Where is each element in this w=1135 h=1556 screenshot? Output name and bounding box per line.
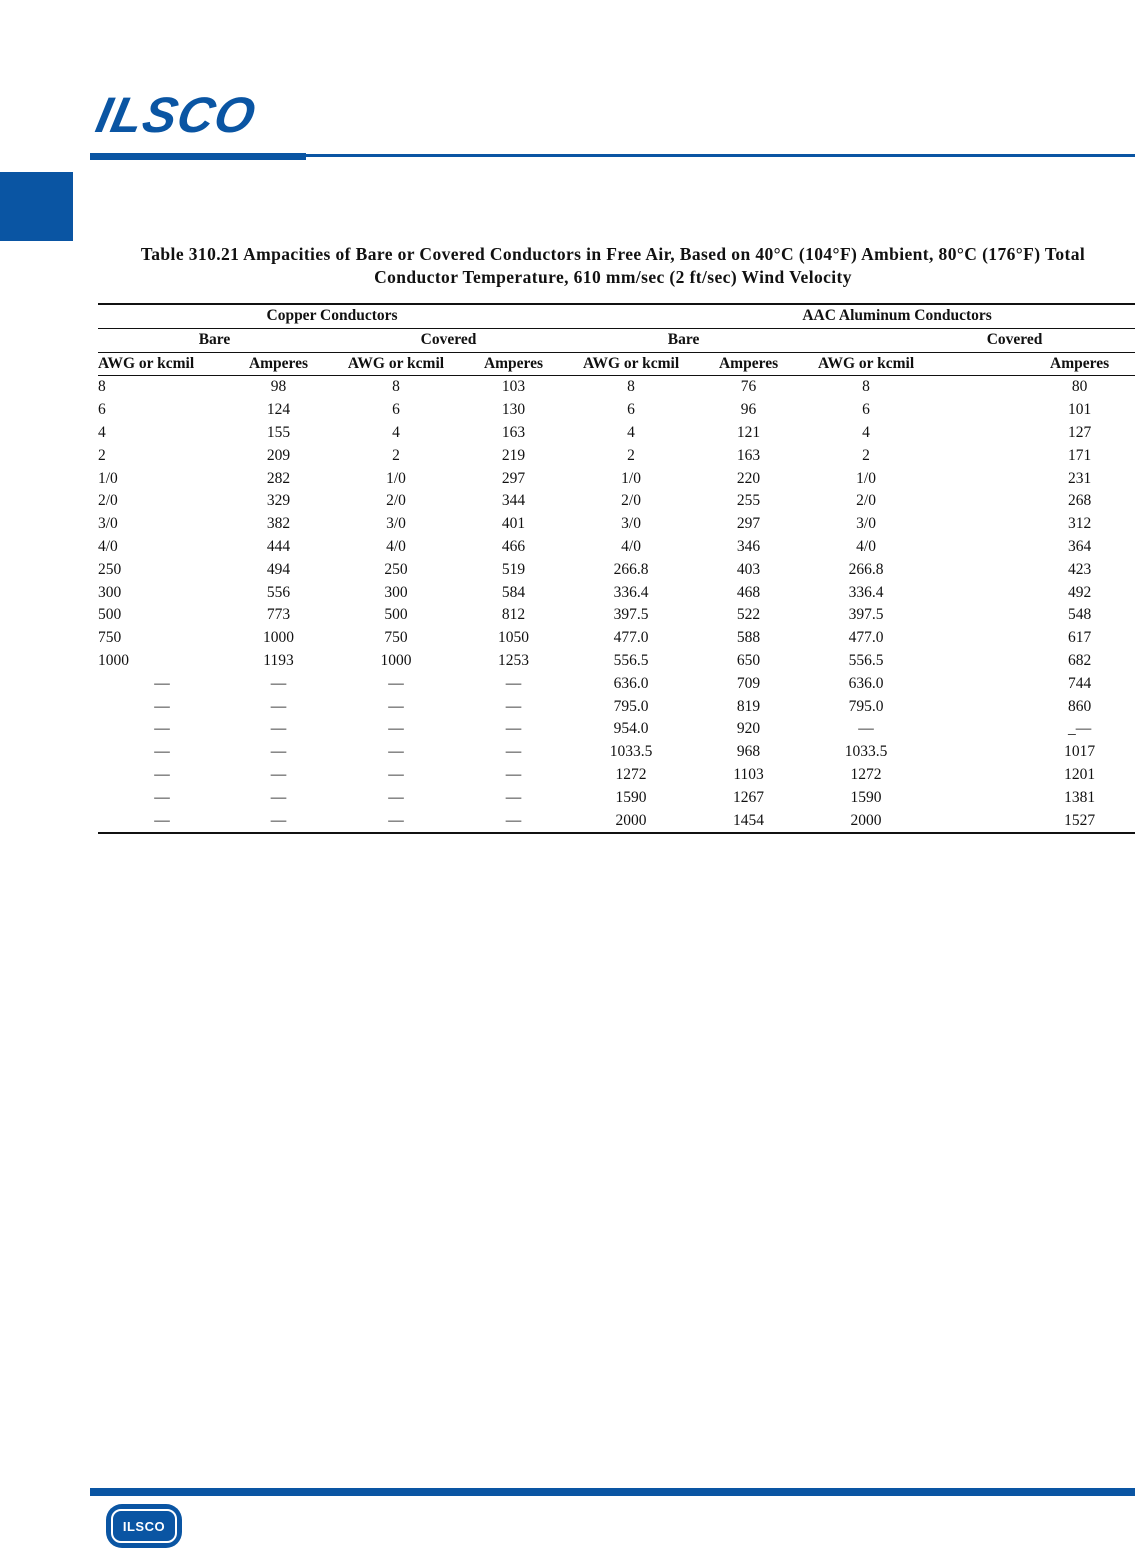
table-cell: 709 bbox=[736, 674, 761, 692]
table-row bbox=[98, 650, 1135, 673]
table-cell: 8 bbox=[98, 378, 106, 396]
footer-rule bbox=[90, 1488, 1135, 1496]
table-cell: 268 bbox=[1067, 492, 1092, 510]
table-cell: 584 bbox=[501, 583, 526, 601]
table-cell: 4/0 bbox=[386, 537, 406, 555]
table-cell: — bbox=[154, 743, 170, 761]
table-cell: 282 bbox=[266, 469, 291, 487]
table-cell: 1272 bbox=[615, 765, 647, 783]
table-cell: — bbox=[505, 720, 522, 738]
table-cell: 163 bbox=[736, 446, 761, 464]
table-cell: 1103 bbox=[733, 765, 764, 783]
ilsco-footer-badge-text: ILSCO bbox=[111, 1509, 177, 1543]
table-cell: _— bbox=[1067, 720, 1092, 738]
table-cell: 124 bbox=[266, 401, 291, 419]
table-cell: 2/0 bbox=[621, 492, 641, 510]
table-cell: — bbox=[505, 743, 522, 761]
table-cell: 127 bbox=[1067, 423, 1092, 441]
table-cell: 300 bbox=[98, 583, 122, 601]
table-cell: — bbox=[154, 765, 170, 783]
table-cell: 6 bbox=[862, 401, 870, 419]
table-cell: 1590 bbox=[615, 788, 647, 806]
table-cell: 2000 bbox=[850, 811, 882, 829]
table-row bbox=[98, 536, 1135, 559]
table-cell: 1000 bbox=[263, 629, 294, 647]
table-cell: 1000 bbox=[380, 651, 412, 669]
table-cell: 2 bbox=[392, 446, 400, 464]
table-cell: 6 bbox=[627, 401, 635, 419]
table-cell: 617 bbox=[1067, 629, 1092, 647]
table-cell: — bbox=[388, 697, 404, 715]
table-cell: 401 bbox=[501, 515, 526, 533]
table-cell: 812 bbox=[501, 606, 526, 624]
table-cell: 266.8 bbox=[848, 560, 884, 578]
column-header: Amperes bbox=[696, 352, 801, 376]
table-cell: 500 bbox=[98, 606, 122, 624]
subgroup-header-aluminum-covered: Covered bbox=[801, 328, 1135, 352]
table-cell: 1033.5 bbox=[609, 743, 653, 761]
table-cell: 4/0 bbox=[621, 537, 641, 555]
table-row bbox=[98, 490, 1135, 513]
table-cell: 1381 bbox=[1064, 788, 1096, 806]
table-cell: 397.5 bbox=[613, 606, 649, 624]
column-header: AWG or kcmil bbox=[566, 352, 696, 376]
table-row bbox=[98, 696, 1135, 719]
table-cell: 1272 bbox=[850, 765, 882, 783]
table-cell: — bbox=[270, 674, 287, 692]
column-header: AWG or kcmil bbox=[801, 352, 931, 376]
table-cell: 466 bbox=[501, 537, 526, 555]
table-cell: 1/0 bbox=[386, 469, 406, 487]
table-cell: 8 bbox=[392, 378, 400, 396]
table-cell: 2 bbox=[862, 446, 870, 464]
table-cell: 382 bbox=[266, 515, 291, 533]
table-cell: 300 bbox=[384, 583, 408, 601]
table-cell: 1033.5 bbox=[844, 743, 888, 761]
table-row bbox=[98, 787, 1135, 810]
table-cell: 6 bbox=[98, 401, 106, 419]
table-cell: — bbox=[388, 765, 404, 783]
table-cell: 76 bbox=[740, 378, 757, 396]
table-cell: — bbox=[858, 720, 874, 738]
ampacity-table bbox=[98, 303, 1135, 834]
table-cell: 121 bbox=[736, 423, 761, 441]
table-cell: 344 bbox=[501, 492, 526, 510]
table-cell: 3/0 bbox=[386, 515, 406, 533]
table-cell: 1/0 bbox=[621, 469, 641, 487]
table-cell: 1050 bbox=[498, 629, 530, 647]
table-cell: 860 bbox=[1067, 697, 1092, 715]
table-row bbox=[98, 718, 1135, 741]
table-cell: 423 bbox=[1067, 560, 1092, 578]
table-cell: 954.0 bbox=[613, 720, 649, 738]
table-cell: 1201 bbox=[1064, 765, 1096, 783]
table-cell: 2/0 bbox=[856, 492, 876, 510]
table-cell: 1454 bbox=[733, 811, 765, 829]
table-cell: 364 bbox=[1067, 537, 1092, 555]
table-row bbox=[98, 582, 1135, 605]
column-header-row bbox=[98, 352, 1135, 376]
table-title-line-2: Conductor Temperature, 610 mm/sec (2 ft/sec) Wind Velocity bbox=[374, 267, 852, 287]
table-cell: — bbox=[270, 788, 287, 806]
table-cell: 297 bbox=[736, 515, 761, 533]
ilsco-logo: ILSCO bbox=[91, 87, 262, 143]
table-cell: 297 bbox=[501, 469, 526, 487]
table-cell: 4 bbox=[98, 423, 106, 441]
table-row bbox=[98, 559, 1135, 582]
table-cell: 2000 bbox=[615, 811, 647, 829]
table-cell: 4/0 bbox=[856, 537, 876, 555]
table-cell: — bbox=[388, 720, 404, 738]
table-row bbox=[98, 513, 1135, 536]
table-cell: 819 bbox=[736, 697, 761, 715]
table-cell: 96 bbox=[740, 401, 757, 419]
table-cell: 1253 bbox=[498, 651, 530, 669]
ilsco-footer-badge bbox=[106, 1504, 182, 1548]
table-cell: 682 bbox=[1067, 651, 1092, 669]
table-title-line-1: Table 310.21 Ampacities of Bare or Covered Conductors in Free Air, Based on 40°C (104°F) Ambient, 80°C (176°F) Total bbox=[140, 244, 1086, 264]
table-row bbox=[98, 399, 1135, 422]
table-cell: 8 bbox=[862, 378, 870, 396]
table-cell: 795.0 bbox=[613, 697, 649, 715]
table-row bbox=[98, 741, 1135, 764]
table-cell: 1000 bbox=[98, 651, 129, 669]
column-header: AWG or kcmil bbox=[331, 352, 461, 376]
table-cell: — bbox=[270, 697, 287, 715]
table-cell: — bbox=[505, 765, 522, 783]
table-cell: — bbox=[270, 811, 287, 829]
table-cell: 773 bbox=[266, 606, 291, 624]
table-cell: 2 bbox=[627, 446, 635, 464]
table-cell: 468 bbox=[736, 583, 761, 601]
table-cell: 220 bbox=[736, 469, 761, 487]
subgroup-header-copper-bare: Bare bbox=[98, 328, 331, 352]
table-cell: 750 bbox=[98, 629, 122, 647]
table-cell: 556.5 bbox=[613, 651, 649, 669]
table-cell: 1/0 bbox=[98, 469, 118, 487]
table-cell: 2/0 bbox=[386, 492, 406, 510]
table-cell: 444 bbox=[266, 537, 291, 555]
table-cell: 650 bbox=[736, 651, 761, 669]
column-header: AWG or kcmil bbox=[98, 352, 226, 376]
table-cell: 346 bbox=[736, 537, 761, 555]
table-cell: 588 bbox=[736, 629, 761, 647]
table-cell: 336.4 bbox=[848, 583, 884, 601]
table-cell: 477.0 bbox=[848, 629, 884, 647]
table-cell: 636.0 bbox=[613, 674, 649, 692]
table-cell: — bbox=[154, 674, 170, 692]
table-cell: 266.8 bbox=[613, 560, 649, 578]
table-cell: — bbox=[505, 811, 522, 829]
table-cell: — bbox=[154, 788, 170, 806]
table-cell: 548 bbox=[1067, 606, 1092, 624]
table-cell: 3/0 bbox=[856, 515, 876, 533]
table-cell: 3/0 bbox=[98, 515, 118, 533]
table-cell: 3/0 bbox=[621, 515, 641, 533]
table-cell: 1/0 bbox=[856, 469, 876, 487]
table-cell: 255 bbox=[736, 492, 761, 510]
table-cell: — bbox=[505, 788, 522, 806]
column-header: Amperes bbox=[226, 352, 331, 376]
table-cell: 2/0 bbox=[98, 492, 118, 510]
table-row bbox=[98, 673, 1135, 696]
table-cell: 968 bbox=[736, 743, 761, 761]
table-title bbox=[98, 243, 1128, 289]
section-tab bbox=[0, 172, 73, 241]
table-cell: 477.0 bbox=[613, 629, 649, 647]
table-cell: 4 bbox=[862, 423, 870, 441]
table-row bbox=[98, 422, 1135, 445]
table-cell: 4 bbox=[392, 423, 400, 441]
table-cell: 750 bbox=[384, 629, 408, 647]
table-cell: 80 bbox=[1071, 378, 1088, 396]
table-cell: — bbox=[270, 720, 287, 738]
table-cell: 103 bbox=[501, 378, 526, 396]
table-cell: — bbox=[388, 811, 404, 829]
table-cell: — bbox=[388, 743, 404, 761]
table-cell: — bbox=[505, 697, 522, 715]
table-cell: 1527 bbox=[1064, 811, 1096, 829]
table-cell: 101 bbox=[1067, 401, 1092, 419]
table-cell: 492 bbox=[1067, 583, 1092, 601]
table-cell: — bbox=[505, 674, 522, 692]
table-row bbox=[98, 376, 1135, 399]
table-cell: — bbox=[270, 765, 287, 783]
table-cell: — bbox=[388, 788, 404, 806]
table-cell: 231 bbox=[1067, 469, 1092, 487]
table-cell: 171 bbox=[1067, 446, 1092, 464]
table-cell: 403 bbox=[736, 560, 761, 578]
table-cell: 1193 bbox=[263, 651, 294, 669]
table-cell: 500 bbox=[384, 606, 408, 624]
table-cell: 4/0 bbox=[98, 537, 118, 555]
column-header: Amperes bbox=[461, 352, 566, 376]
table-cell: 250 bbox=[384, 560, 408, 578]
table-cell: 2 bbox=[98, 446, 106, 464]
table-cell: 130 bbox=[501, 401, 526, 419]
table-row bbox=[98, 445, 1135, 468]
table-cell: 1590 bbox=[850, 788, 882, 806]
header-rule-accent bbox=[90, 153, 306, 160]
table-cell: 522 bbox=[736, 606, 761, 624]
table-cell: 219 bbox=[501, 446, 526, 464]
table-cell: 1017 bbox=[1064, 743, 1096, 761]
table-row bbox=[98, 764, 1135, 787]
table-cell: 329 bbox=[266, 492, 291, 510]
table-cell: 6 bbox=[392, 401, 400, 419]
table-cell: 250 bbox=[98, 560, 122, 578]
table-cell: 556 bbox=[266, 583, 291, 601]
subgroup-header-row bbox=[98, 328, 1135, 352]
table-cell: 920 bbox=[736, 720, 761, 738]
table-cell: — bbox=[154, 697, 170, 715]
table-cell: — bbox=[154, 720, 170, 738]
subgroup-header-copper-covered: Covered bbox=[331, 328, 566, 352]
table-cell: 163 bbox=[501, 423, 526, 441]
table-cell: 556.5 bbox=[848, 651, 884, 669]
table-cell: 312 bbox=[1067, 515, 1092, 533]
group-header-aluminum: AAC Aluminum Conductors bbox=[566, 304, 1135, 328]
table-cell: 1267 bbox=[733, 788, 765, 806]
table-cell: — bbox=[270, 743, 287, 761]
table-cell: 494 bbox=[266, 560, 291, 578]
subgroup-header-aluminum-bare: Bare bbox=[566, 328, 801, 352]
group-header-copper: Copper Conductors bbox=[98, 304, 566, 328]
table-cell: 98 bbox=[270, 378, 287, 396]
table-row bbox=[98, 468, 1135, 491]
column-header: Amperes bbox=[931, 352, 1135, 376]
table-cell: 795.0 bbox=[848, 697, 884, 715]
table-row bbox=[98, 810, 1135, 834]
table-cell: — bbox=[154, 811, 170, 829]
table-cell: — bbox=[388, 674, 404, 692]
table-cell: 397.5 bbox=[848, 606, 884, 624]
table-cell: 155 bbox=[266, 423, 291, 441]
table-cell: 8 bbox=[627, 378, 635, 396]
group-header-row bbox=[98, 304, 1135, 328]
table-cell: 744 bbox=[1067, 674, 1092, 692]
table-row bbox=[98, 627, 1135, 650]
table-cell: 636.0 bbox=[848, 674, 884, 692]
table-cell: 4 bbox=[627, 423, 635, 441]
table-row bbox=[98, 604, 1135, 627]
table-cell: 336.4 bbox=[613, 583, 649, 601]
table-body bbox=[98, 376, 1135, 833]
table-cell: 519 bbox=[501, 560, 526, 578]
table-cell: 209 bbox=[266, 446, 291, 464]
